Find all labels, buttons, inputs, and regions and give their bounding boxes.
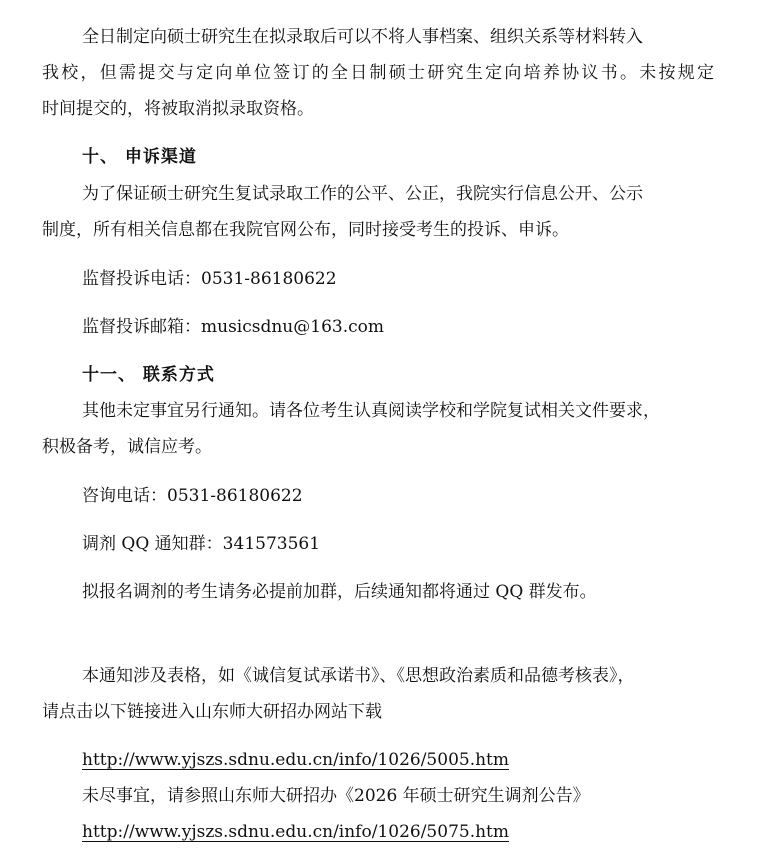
attachments-line-2: 请点击以下链接进入山东师大研招办网站下载 (42, 702, 382, 722)
contact-section-heading: 十一、 联系方式 (82, 365, 215, 385)
appeal-body-line-1: 为了保证硕士研究生复试录取工作的公平、公正，我院实行信息公开、公示 (82, 184, 643, 204)
download-link-adjustment-notice[interactable]: http://www.yjszs.sdnu.edu.cn/info/1026/5075.htm (82, 822, 510, 842)
download-link-forms[interactable]: http://www.yjszs.sdnu.edu.cn/info/1026/5005.htm (82, 750, 510, 770)
intro-paragraph-line-2: 我校，但需提交与定向单位签订的全日制硕士研究生定向培养协议书。未按规定 (42, 63, 714, 83)
contact-body-line-2: 积极备考，诚信应考。 (42, 437, 212, 457)
appeal-section-heading: 十、 申诉渠道 (82, 147, 197, 167)
contact-body-line-1: 其他未定事宜另行通知。请各位考生认真阅读学校和学院复试相关文件要求， (82, 401, 660, 421)
adjustment-notice-note: 未尽事宜，请参照山东师大研招办《2026 年硕士研究生调剂公告》 (82, 786, 590, 806)
qq-group-note: 拟报名调剂的考生请务必提前加群，后续通知都将通过 QQ 群发布。 (82, 582, 597, 602)
complaint-phone: 监督投诉电话：0531-86180622 (82, 269, 337, 289)
complaint-email: 监督投诉邮箱：musicsdnu@163.com (82, 317, 384, 337)
qq-group: 调剂 QQ 通知群：341573561 (82, 534, 321, 554)
intro-paragraph-line-1: 全日制定向硕士研究生在拟录取后可以不将人事档案、组织关系等材料转入 (82, 27, 643, 47)
appeal-body-line-2: 制度，所有相关信息都在我院官网公布，同时接受考生的投诉、申诉。 (42, 220, 569, 240)
intro-paragraph-line-3: 时间提交的，将被取消拟录取资格。 (42, 99, 314, 119)
consult-phone: 咨询电话：0531-86180622 (82, 486, 303, 506)
attachments-line-1: 本通知涉及表格，如《诚信复试承诺书》、《思想政治素质和品德考核表》， (82, 666, 635, 686)
